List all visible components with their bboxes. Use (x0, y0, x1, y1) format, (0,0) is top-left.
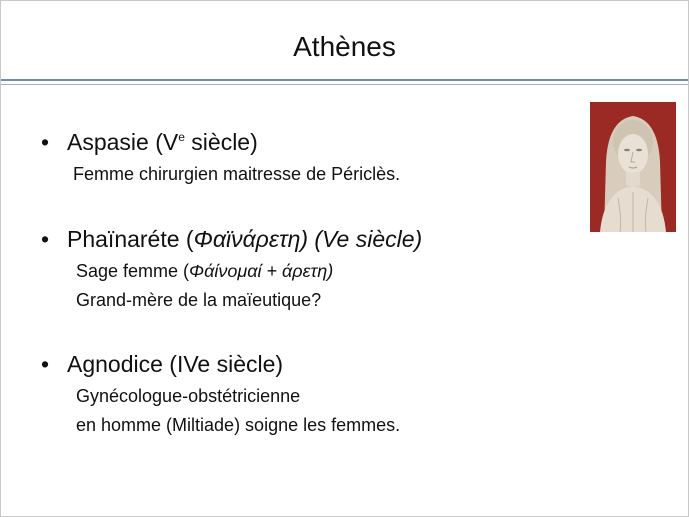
phainarete-line1-greek: Φάίνομαί + άρετη) (189, 261, 334, 281)
slide-title: Athènes (293, 31, 396, 62)
bullet-marker: • (41, 226, 50, 252)
bullet-phainarete (41, 226, 422, 253)
phainarete-greek-name: Φαϊνάρετη) (Ve siècle) (193, 226, 423, 252)
phainarete-line1-text: Sage femme ( (76, 261, 190, 281)
aspasie-superscript: e (178, 130, 185, 144)
bullet-aspasie (41, 129, 258, 156)
aspasie-name-part2: siècle) (184, 129, 258, 155)
phainarete-line2: Grand-mère de la maïeutique? (76, 290, 322, 310)
aspasie-name-part1: Aspasie (V (67, 129, 179, 155)
title-divider-thin (1, 84, 688, 85)
agnodice-line1: Gynécologue-obstétricienne (76, 386, 301, 406)
agnodice-name: Agnodice (IVe siècle) (67, 351, 284, 377)
phainarete-line1 (76, 261, 333, 282)
bullet-marker: • (41, 129, 50, 155)
aspasie-description: Femme chirurgien maitresse de Périclès. (73, 164, 401, 184)
bullet-agnodice (41, 351, 283, 378)
phainarete-name: Phaïnaréte ( (67, 226, 194, 252)
bullet-marker: • (41, 351, 50, 377)
agnodice-line2: en homme (Miltiade) soigne les femmes. (76, 415, 401, 435)
portrait-bust-image (590, 102, 676, 232)
title-divider (1, 79, 688, 81)
